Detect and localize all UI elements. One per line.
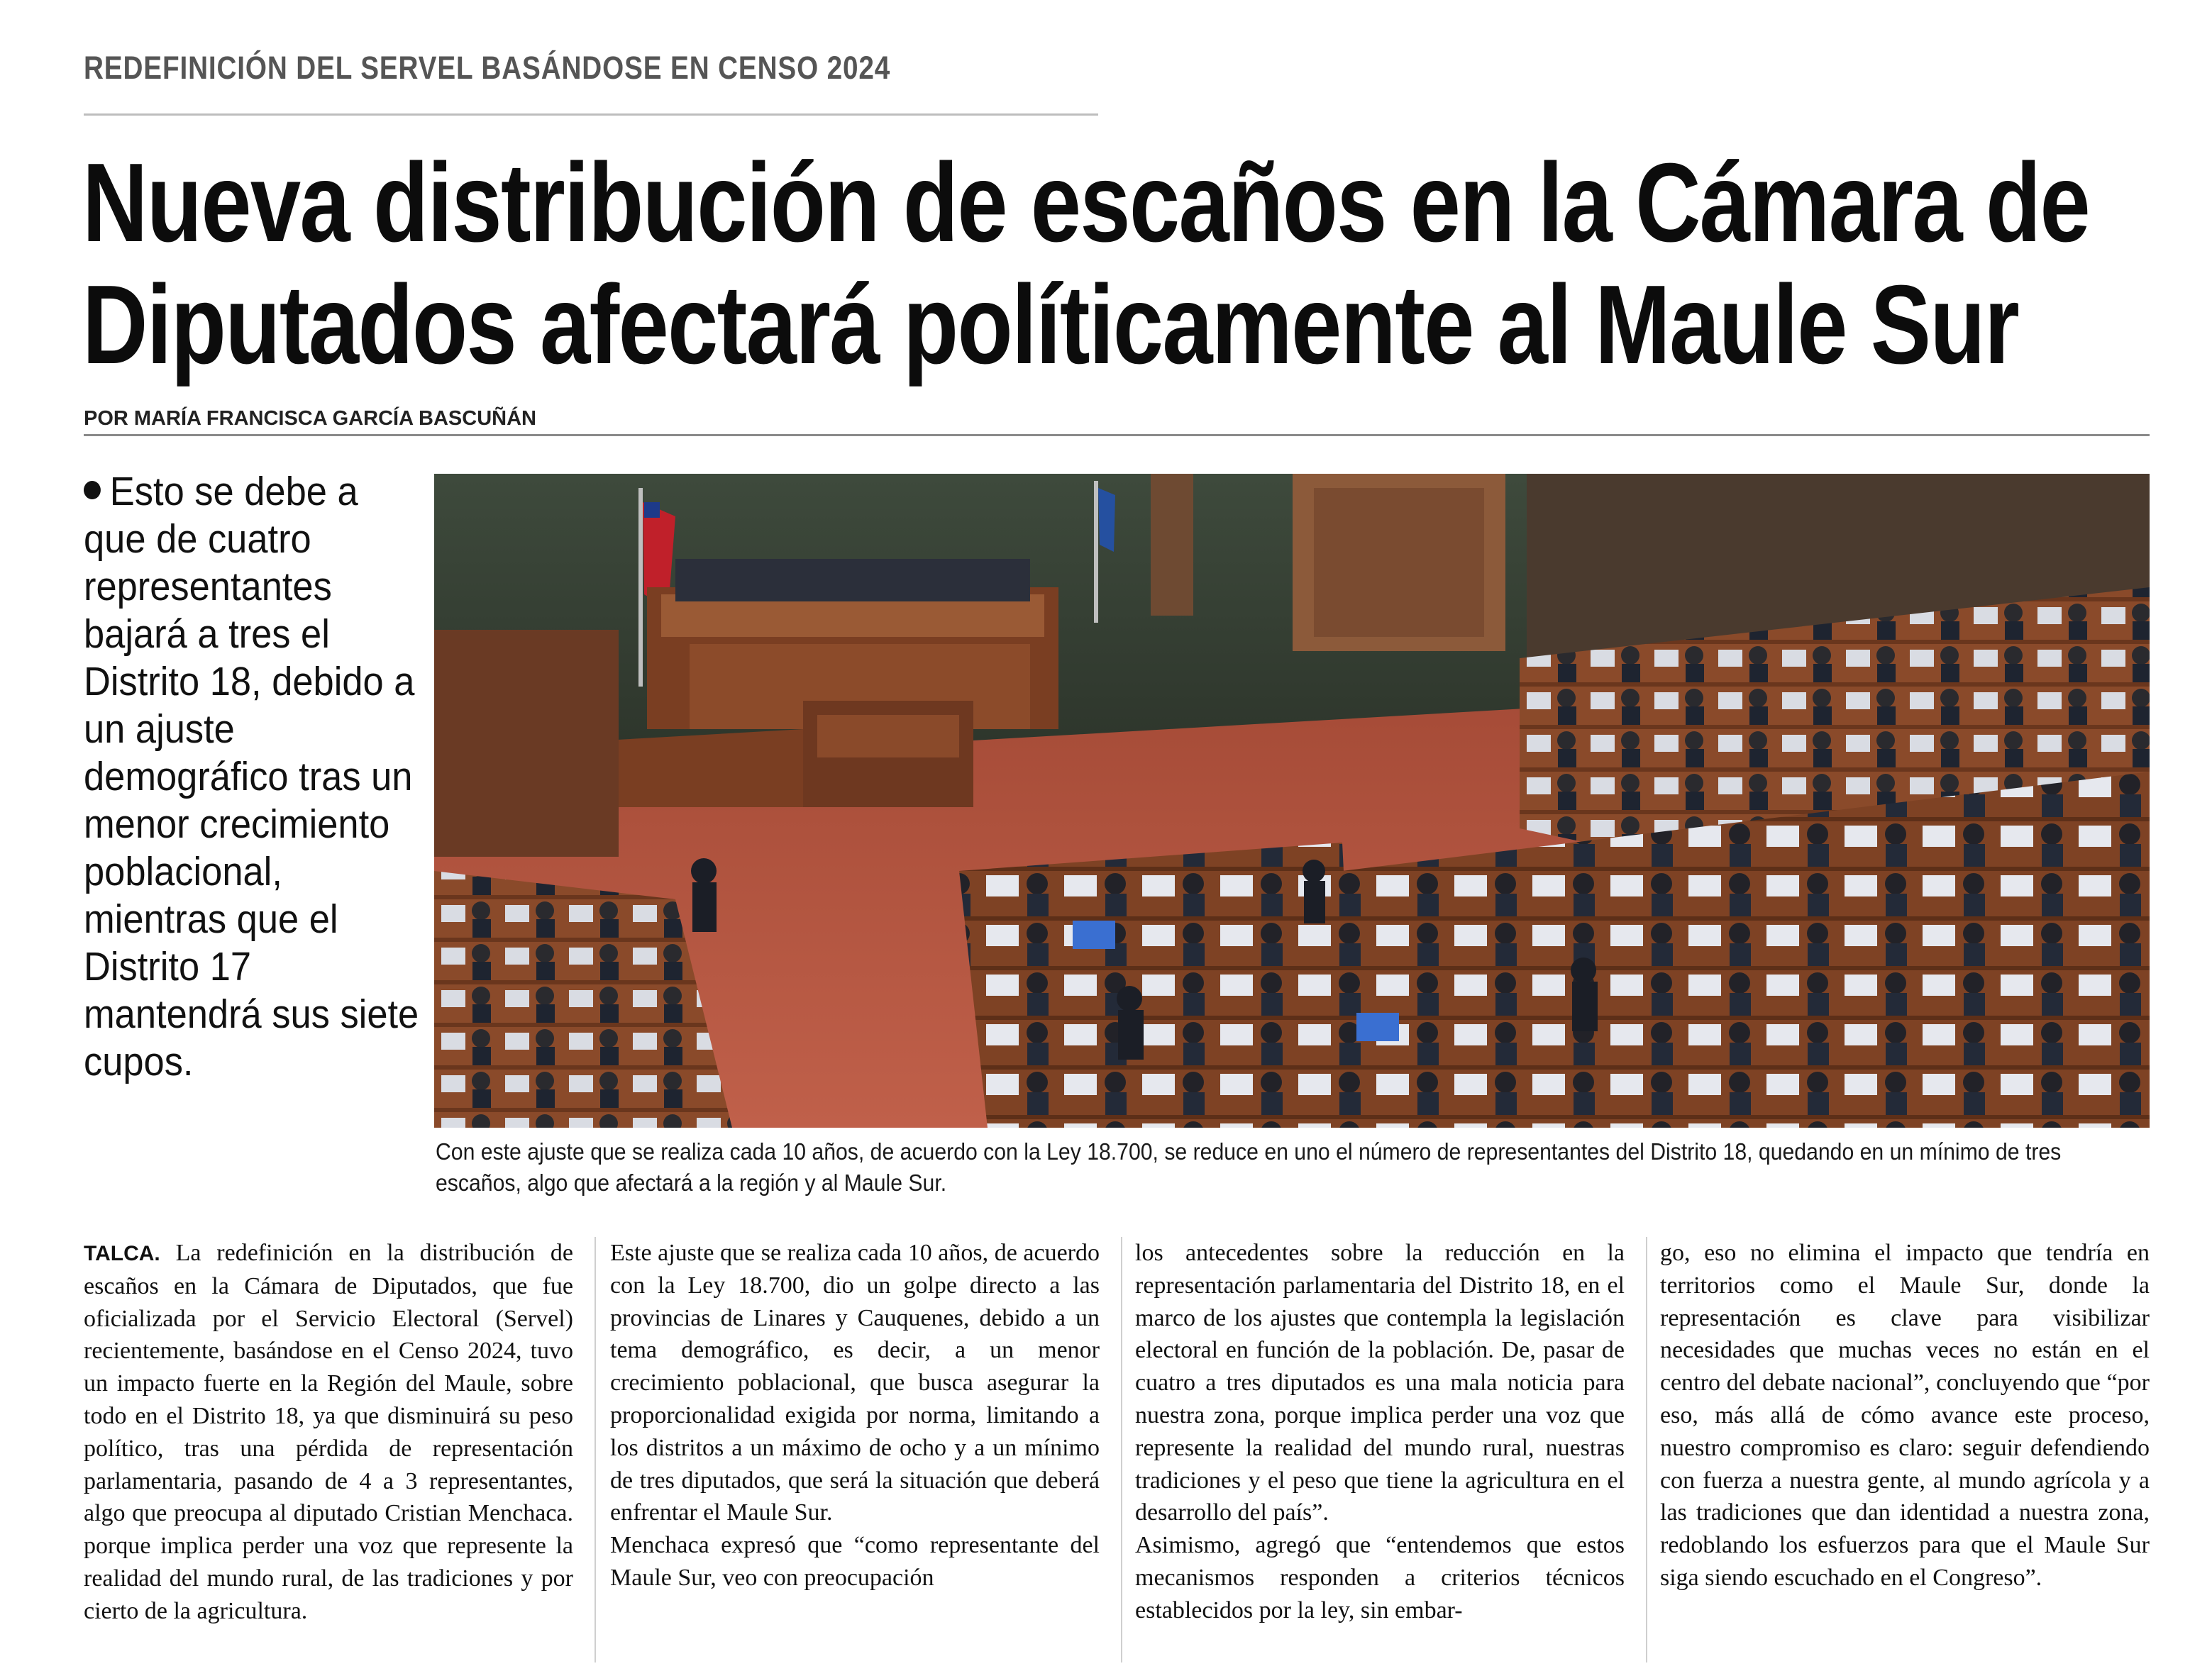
- paragraph: Menchaca expresó que “como representante del Maule Sur, veo con preocupación: [610, 1532, 1100, 1591]
- bullet-icon: [84, 481, 101, 499]
- body-column-3: [1135, 1237, 1625, 1627]
- body-column-4: [1660, 1237, 2150, 1594]
- paragraph-text: La redefinición en la distribución de escaños en la Cámara de Diputados, que fue oficializada por el Servicio Electoral (Servel) recientemente, basándose en el Censo 2024, tuvo un impacto fuerte en la Región del Maule, sobre todo en el Distrito 18, ya que disminuirá su peso político, tras una pérdida de representación parlamentaria, pasando de 4 a 3 representantes, algo que preocupa al diputado Cristian Menchaca. porque implica perder una voz que represente la realidad del mundo rural, de las tradiciones y por cierto de la agricultura.: [84, 1240, 573, 1624]
- byline: POR MARÍA FRANCISCA GARCÍA BASCUÑÁN: [84, 407, 536, 430]
- summary-text: Esto se debe a que de cuatro representantes bajará a tres el Distrito 18, debido a un ajuste demográfico tras un menor crecimiento poblacional, mientras que el Distrito 17 mantendrá sus siete cupos.: [84, 469, 419, 1084]
- headline-line-1: Nueva distribución de escaños en la Cámara de: [82, 140, 2090, 265]
- column-divider: [595, 1237, 596, 1662]
- summary-deck: [84, 468, 423, 1086]
- paragraph: go, eso no elimina el impacto que tendría en territorios como el Maule Sur, donde la representación es clave para visibilizar necesidades que muchas veces no están en el centro del debate nacional”, concluyendo que “por eso, más allá de cómo avance este proceso, nuestro compromiso es claro: seguir defendiendo con fuerza a nuestra gente, al mundo agrícola y a las tradiciones que dan identidad a nuestra zona, redoblando los esfuerzos para que el Maule Sur siga siendo escuchado en el Congreso”.: [1660, 1240, 2150, 1591]
- chamber-illustration: [434, 474, 2150, 1128]
- body-column-1: [84, 1237, 573, 1628]
- photo-caption: Con este ajuste que se realiza cada 10 años, de acuerdo con la Ley 18.700, se reduce en uno el número de representantes del Distrito 18, quedando en un mínimo de tres escaños, algo que afectará a la región y al Maule Sur.: [436, 1138, 2062, 1196]
- chamber-photo: [434, 474, 2150, 1128]
- paragraph: Asimismo, agregó que “entendemos que estos mecanismos responden a criterios técnicos establecidos por la ley, sin embar-: [1135, 1532, 1625, 1623]
- column-divider: [1646, 1237, 1647, 1662]
- headline-line-2: Diputados afectará políticamente al Maule Sur: [82, 262, 2019, 387]
- body-column-2: [610, 1237, 1100, 1594]
- paragraph: los antecedentes sobre la reducción en la representación parlamentaria del Distrito 18, en el marco de los ajustes que contempla la legislación electoral en función de la población. De, pasar de cuatro a tres diputados es una mala noticia para nuestra zona, porque implica perder una voz que represente la realidad del mundo rural, nuestras tradiciones y el peso que tiene la agricultura en el desarrollo del país”.: [1135, 1240, 1625, 1526]
- paragraph: [84, 1237, 573, 1628]
- column-divider: [1121, 1237, 1122, 1662]
- dateline: TALCA.: [84, 1242, 160, 1265]
- article-body: [84, 1237, 2150, 1662]
- paragraph: Este ajuste que se realiza cada 10 años, de acuerdo con la Ley 18.700, dio un golpe directo a las provincias de Linares y Cauquenes, debido a un tema demográfico, es decir, a un menor crecimiento poblacional, que busca asegurar la proporcionalidad exigida por norma, limitando a los distritos a un máximo de ocho y a un mínimo de tres diputados, que será la situación que deberá enfrentar el Maule Sur.: [610, 1240, 1100, 1526]
- headline: [82, 140, 2090, 387]
- kicker-divider: [84, 113, 1098, 116]
- section-kicker: REDEFINICIÓN DEL SERVEL BASÁNDOSE EN CENSO 2024: [84, 50, 891, 86]
- byline-divider: [84, 434, 2150, 436]
